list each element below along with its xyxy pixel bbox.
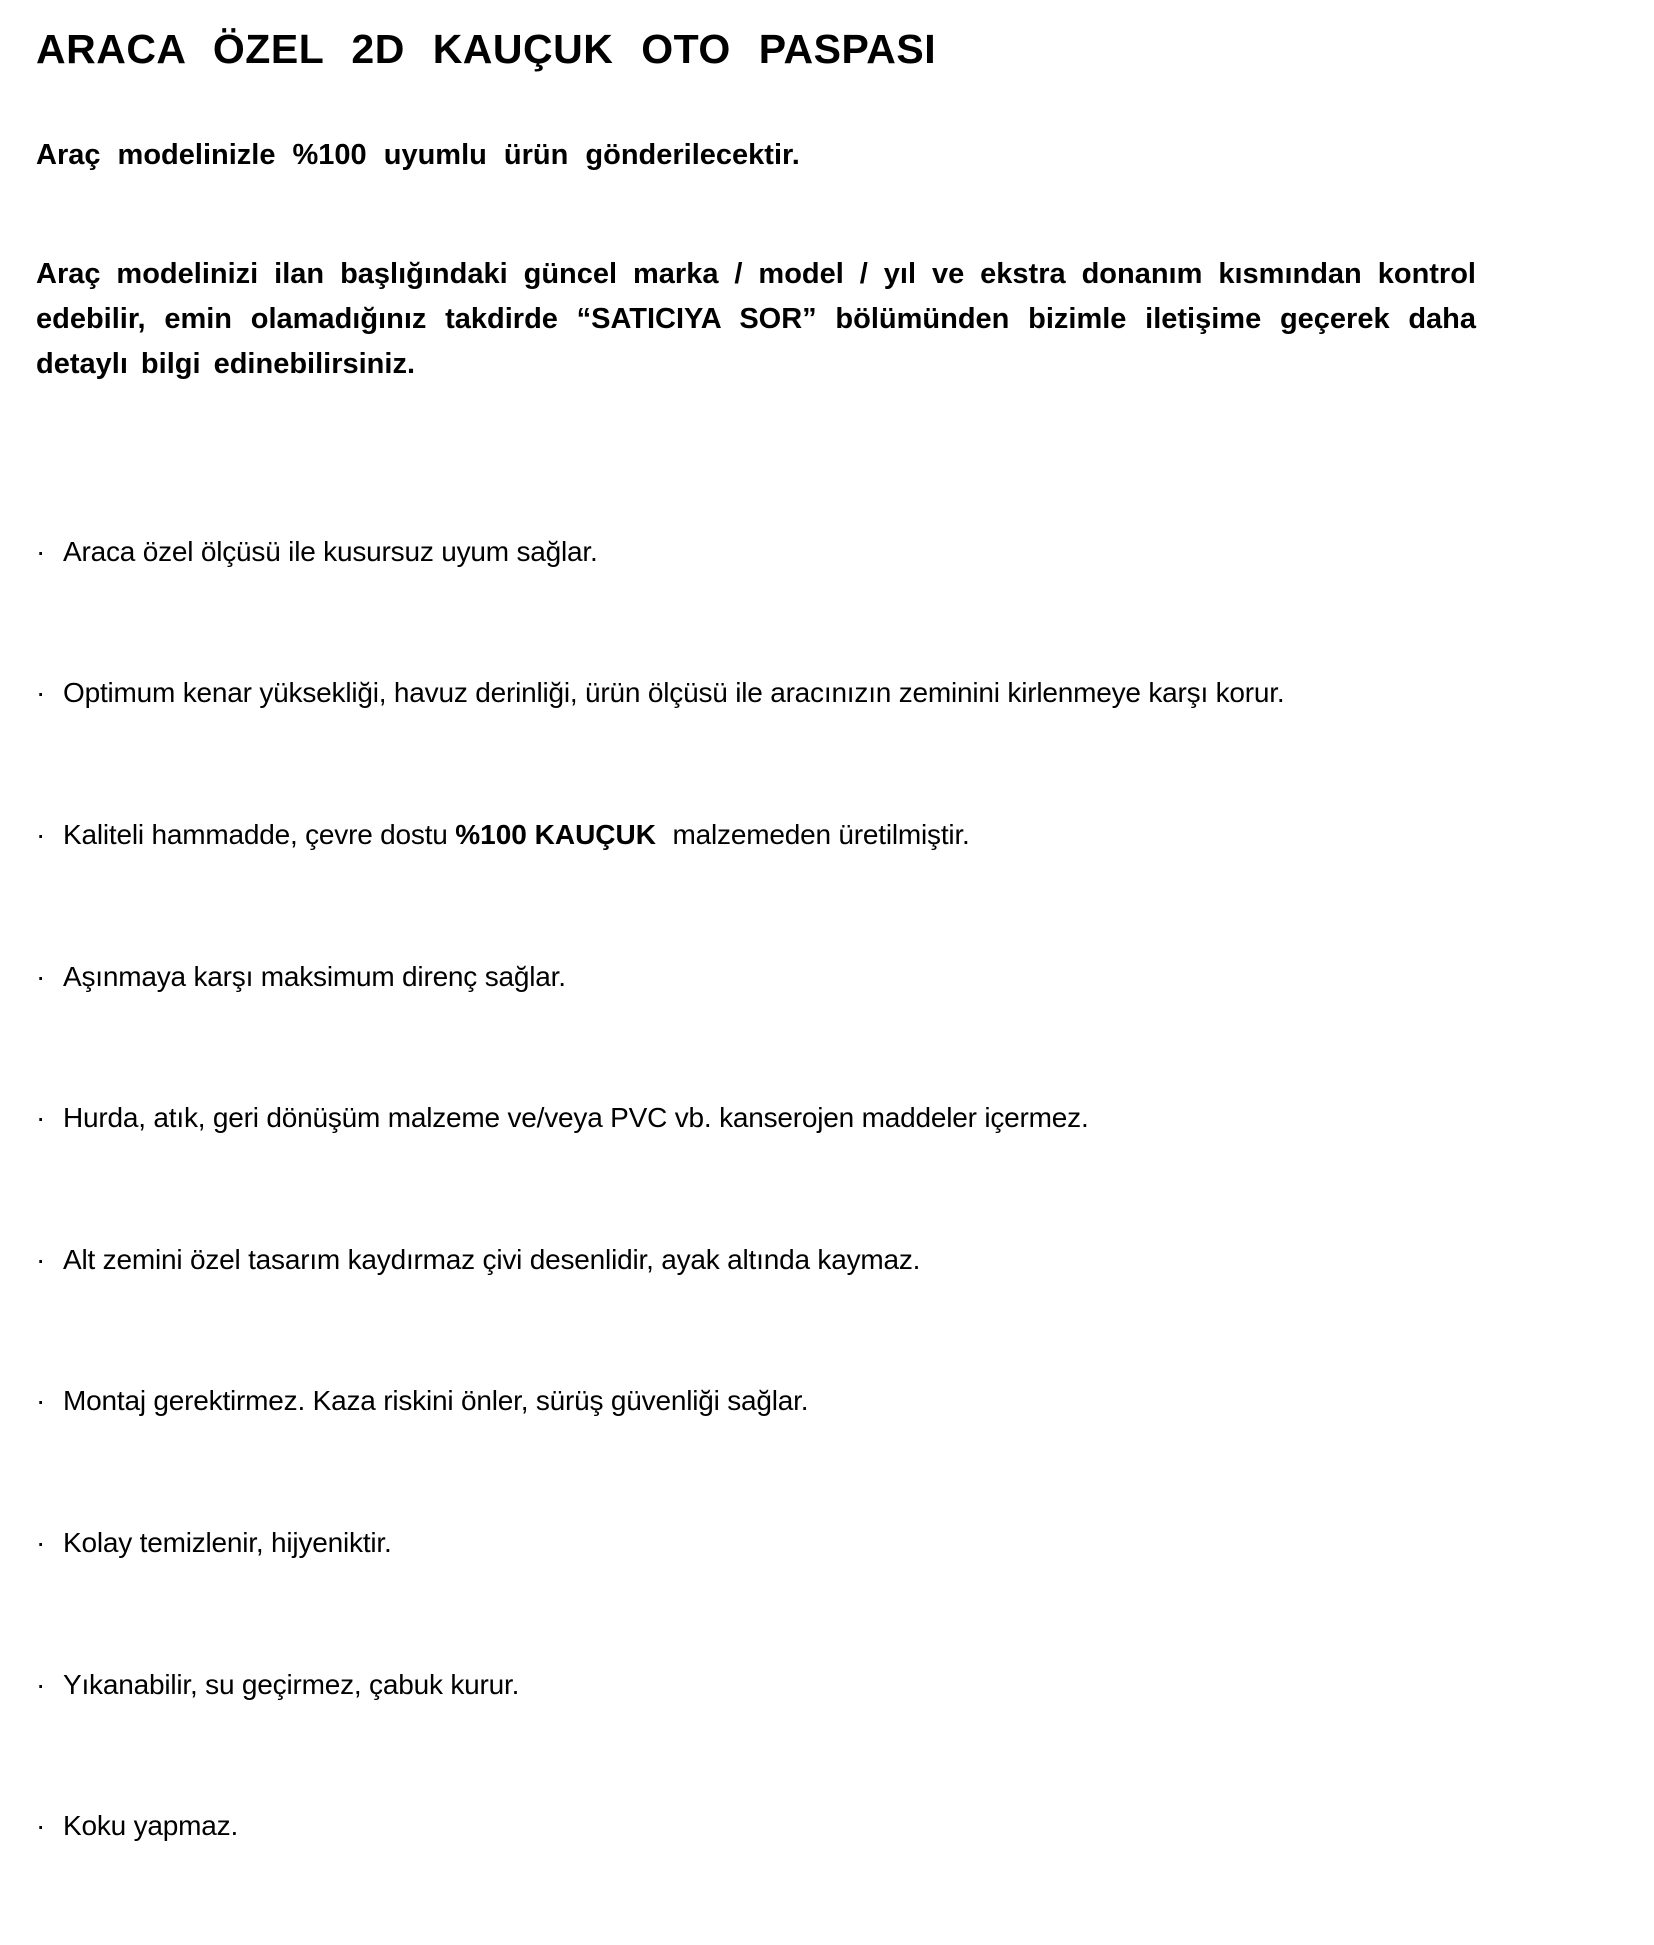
bullet-text: Aşınmaya karşı maksimum direnç sağlar.: [63, 960, 566, 992]
bullet-icon: ·: [36, 1385, 46, 1417]
list-item: [36, 535, 1614, 569]
bullet-icon: ·: [36, 1810, 46, 1842]
bullet-icon: ·: [36, 1243, 46, 1275]
bullet-text: Koku yapmaz.: [63, 1810, 239, 1842]
bullet-text: Hurda, atık, geri dönüşüm malzeme ve/veya PVC vb. kanserojen maddeler içermez.: [63, 1102, 1089, 1134]
bullet-text-pre: Kaliteli hammadde, çevre dostu: [63, 819, 456, 850]
bullet-text-post: malzemeden üretilmiştir.: [664, 819, 970, 850]
bullet-icon: ·: [36, 960, 46, 992]
bullet-text: Araca özel ölçüsü ile kusursuz uyum sağlar.: [63, 535, 598, 567]
bullet-text: [63, 818, 1614, 852]
list-item: [36, 1243, 1614, 1277]
bullet-text: Yıkanabilir, su geçirmez, çabuk kurur.: [63, 1668, 520, 1700]
bullet-icon: ·: [36, 1526, 46, 1558]
list-item: [36, 1101, 1614, 1135]
bullet-text: Montaj gerektirmez. Kaza riskini önler, sürüş güvenliği sağlar.: [63, 1385, 809, 1417]
page-title: ARACA ÖZEL 2D KAUÇUK OTO PASPASI: [36, 26, 937, 72]
list-item: [36, 1668, 1614, 1702]
list-item: [36, 1809, 1614, 1843]
bullet-icon: ·: [36, 1668, 46, 1700]
note-paragraph: Araç modelinizi ilan başlığındaki güncel marka / model / yıl ve ekstra donanım kısmından kontrol edebilir, emin olamadığınız takdirde “SATICIYA SOR” bölümünden bizimle iletişime geçerek daha detaylı bilgi edinebilirsiniz.: [36, 258, 1476, 380]
feature-list: [36, 535, 1614, 1843]
bullet-text: Alt zemini özel tasarım kaydırmaz çivi desenlidir, ayak altında kaymaz.: [63, 1243, 921, 1275]
list-item: [36, 818, 1614, 852]
bullet-text: Optimum kenar yüksekliği, havuz derinliği, ürün ölçüsü ile aracınızın zeminini kirlenmeye karşı korur.: [63, 677, 1285, 709]
bullet-icon: ·: [36, 535, 46, 567]
list-item: [36, 960, 1614, 994]
bullet-icon: ·: [36, 677, 46, 709]
bullet-text: Kolay temizlenir, hijyeniktir.: [63, 1526, 392, 1558]
bullet-text-bold: %100 KAUÇUK: [455, 819, 656, 850]
bullet-icon: ·: [36, 819, 46, 850]
bullet-icon: ·: [36, 1102, 46, 1134]
intro-paragraph: Araç modelinizle %100 uyumlu ürün gönderilecektir.: [36, 139, 800, 171]
list-item: [36, 1384, 1614, 1418]
list-item: [36, 676, 1614, 710]
list-item: [36, 1526, 1614, 1560]
